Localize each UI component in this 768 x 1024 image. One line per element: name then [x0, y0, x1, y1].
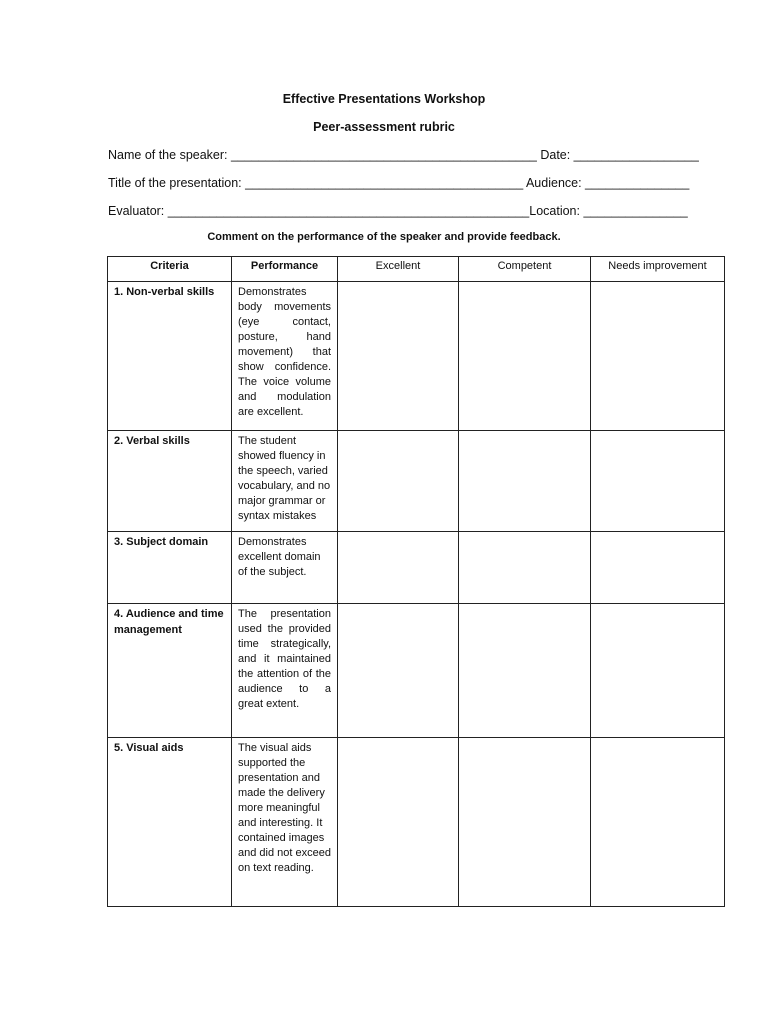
criteria-cell: [108, 431, 232, 532]
competent-rating-cell[interactable]: [459, 532, 591, 604]
table-row: [108, 431, 725, 532]
table-row: [108, 532, 725, 604]
performance-description: The visual aids supported the presentation and made the delivery more meaningful and interesting. It contained images and did not exceed on text reading.: [238, 742, 331, 874]
needs-improvement-rating-cell[interactable]: [591, 738, 725, 907]
performance-description: The student showed fluency in the speech, varied vocabulary, and no major grammar or syntax mistakes: [238, 435, 331, 522]
table-header-row: [108, 257, 725, 282]
criteria-cell: [108, 738, 232, 907]
excellent-rating-cell[interactable]: [338, 532, 459, 604]
excellent-rating-cell[interactable]: [338, 282, 459, 431]
competent-rating-cell[interactable]: [459, 282, 591, 431]
table-row: [108, 282, 725, 431]
excellent-rating-cell[interactable]: [338, 738, 459, 907]
performance-description: Demonstrates body movements (eye contact, posture, hand movement) that show confidence. The voice volume and modulation are excellent.: [238, 286, 331, 418]
criteria-label: 5. Visual aids: [114, 742, 184, 754]
criteria-label: 4. Audience and time management: [114, 608, 224, 636]
table-row: [108, 738, 725, 907]
needs-improvement-rating-cell[interactable]: [591, 604, 725, 738]
title-audience-field-line: Title of the presentation: ________________________________________ Audience: _______________: [108, 176, 690, 190]
criteria-label: 3. Subject domain: [114, 536, 209, 548]
excellent-rating-cell[interactable]: [338, 604, 459, 738]
document-title: Effective Presentations Workshop: [282, 92, 486, 106]
header-performance: Performance: [232, 257, 338, 282]
criteria-label: 2. Verbal skills: [114, 435, 190, 447]
criteria-cell: [108, 604, 232, 738]
performance-cell: [232, 604, 338, 738]
instruction-text: Comment on the performance of the speaker and provide feedback.: [207, 231, 561, 243]
evaluator-location-field-line: Evaluator: ____________________________________________________Location: _______________: [108, 204, 688, 218]
competent-rating-cell[interactable]: [459, 431, 591, 532]
needs-improvement-rating-cell[interactable]: [591, 532, 725, 604]
header-criteria: Criteria: [108, 257, 232, 282]
performance-cell: [232, 282, 338, 431]
header-needs-improvement: Needs improvement: [591, 257, 725, 282]
competent-rating-cell[interactable]: [459, 604, 591, 738]
speaker-date-field-line: Name of the speaker: ____________________________________________ Date: __________________: [108, 148, 699, 162]
table-row: [108, 604, 725, 738]
performance-description: The presentation used the provided time strategically, and it maintained the attention of the audience to a great extent.: [238, 608, 331, 710]
criteria-label: 1. Non-verbal skills: [114, 286, 215, 298]
performance-description: Demonstrates excellent domain of the subject.: [238, 536, 321, 578]
performance-cell: [232, 738, 338, 907]
criteria-cell: [108, 282, 232, 431]
header-excellent: Excellent: [338, 257, 459, 282]
performance-cell: [232, 532, 338, 604]
needs-improvement-rating-cell[interactable]: [591, 282, 725, 431]
header-competent: Competent: [459, 257, 591, 282]
performance-cell: [232, 431, 338, 532]
excellent-rating-cell[interactable]: [338, 431, 459, 532]
criteria-cell: [108, 532, 232, 604]
document-subtitle: Peer-assessment rubric: [313, 120, 455, 134]
needs-improvement-rating-cell[interactable]: [591, 431, 725, 532]
rubric-table: [107, 256, 725, 907]
competent-rating-cell[interactable]: [459, 738, 591, 907]
